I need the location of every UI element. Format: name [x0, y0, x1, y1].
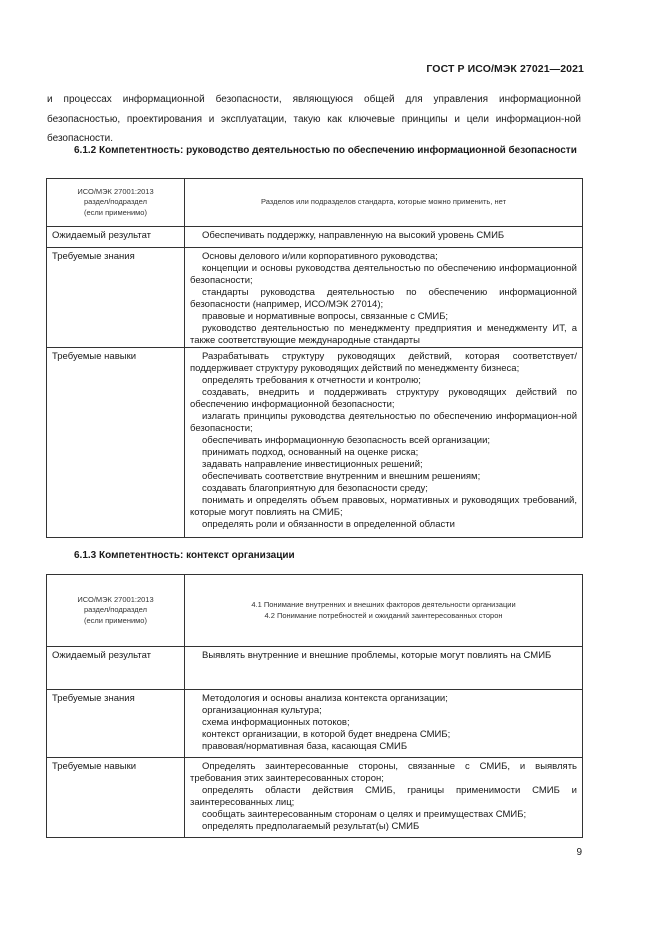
header-right-line: 4.1 Понимание внутренних и внешних факторов деятельности организации	[251, 600, 516, 609]
list-item: обеспечивать информационную безопасность всей организации;	[202, 435, 491, 446]
list-item: создавать благоприятную для безопасности среду;	[202, 483, 428, 494]
list-item: определять области действия СМИБ, границы применимости СМИБ и заинтересованных лиц;	[190, 785, 577, 808]
list-item: принимать подход, основанный на оценке риска;	[202, 447, 419, 458]
row-content	[185, 647, 583, 690]
header-left-line: раздел/подраздел	[84, 605, 147, 615]
list-item: схема информационных потоков;	[202, 717, 350, 728]
table-header-row	[47, 179, 583, 227]
header-right-cell	[185, 179, 583, 227]
row-label: Ожидаемый результат	[47, 647, 185, 690]
list-item: определять требования к отчетности и контролю;	[202, 375, 421, 386]
row-content	[185, 690, 583, 758]
row-content	[185, 227, 583, 248]
header-right-text: Разделов или подразделов стандарта, которые можно применить, нет	[260, 197, 507, 207]
list-item: определять предполагаемый результат(ы) СМИБ	[202, 821, 420, 832]
list-item: излагать принципы руководства деятельностью по обеспечению информацион-ной безопасности;	[190, 411, 577, 434]
table-row	[47, 758, 583, 838]
header-left-line: раздел/подраздел	[84, 197, 147, 207]
list-item: Основы делового и/или корпоративного руководства;	[202, 251, 438, 262]
page-number: 9	[576, 847, 582, 858]
list-item: определять роли и обязанности в определенной области	[202, 519, 455, 530]
table-row	[47, 690, 583, 758]
section-heading-text: 6.1.3 Компетентность: контекст организации	[74, 550, 295, 561]
list-item: создавать, внедрить и поддерживать структуру руководящих действий по обеспечению информационной безопасности;	[190, 387, 577, 410]
row-label: Требуемые навыки	[47, 758, 185, 838]
competence-table-context	[46, 574, 583, 838]
list-item: сообщать заинтересованным сторонам о целях и преимуществах СМИБ;	[202, 809, 527, 820]
list-item: обеспечивать соответствие внутренним и внешним решениям;	[202, 471, 481, 482]
list-item: организационная культура;	[202, 705, 322, 716]
section-heading-text: 6.1.2 Компетентность: руководство деятельностью по обеспечению информационной безопасности	[74, 145, 577, 156]
list-item: Выявлять внутренние и внешние проблемы, которые могут повлиять на СМИБ	[202, 650, 552, 661]
row-label: Требуемые знания	[47, 248, 185, 348]
list-item: понимать и определять объем правовых, нормативных и руководящих требований, которые могут повлиять на СМИБ;	[190, 495, 577, 518]
list-item: руководство деятельностью по менеджменту предприятия и менеджменту ИТ, а также соответствующие международные стандарты	[190, 323, 577, 346]
document-header: ГОСТ Р ИСО/МЭК 27021—2021	[426, 63, 584, 75]
list-item: Определять заинтересованные стороны, связанные с СМИБ, и выявлять требования этих заинтересованных сторон;	[190, 761, 577, 784]
section-heading-6-1-2	[47, 142, 582, 159]
header-left-cell	[47, 575, 185, 647]
competence-table-leadership	[46, 178, 583, 538]
row-label: Ожидаемый результат	[47, 227, 185, 248]
list-item: задавать направление инвестиционных решений;	[202, 459, 423, 470]
list-item: правовые и нормативные вопросы, связанные с СМИБ;	[202, 311, 449, 322]
header-left-line: (если применимо)	[84, 615, 147, 625]
header-left-line: ИСО/МЭК 27001:2013	[77, 594, 154, 604]
intro-paragraph: и процессах информационной безопасности, являющуюся общей для управления информационной безопасностью, проектирования и эксплуатации, такую как ключевые принципы и цели информацион-ной безопасности.	[47, 94, 581, 144]
table-row	[47, 248, 583, 348]
row-content	[185, 758, 583, 838]
list-item: Обеспечивать поддержку, направленную на высокий уровень СМИБ	[202, 230, 505, 241]
list-item: Разрабатывать структуру руководящих действий, которая соответствует/ поддерживает структуру руководящих действий по менеджменту бизнеса;	[190, 351, 577, 374]
list-item: правовая/нормативная база, касающая СМИБ	[202, 741, 408, 752]
table-row	[47, 647, 583, 690]
list-item: концепции и основы руководства деятельностью по обеспечению информационной безопасности;	[190, 263, 577, 286]
header-right-line: 4.2 Понимание потребностей и ожиданий заинтересованных сторон	[264, 610, 503, 620]
list-item: стандарты руководства деятельностью по обеспечению информационной безопасности (например, ИСО/МЭК 27014);	[190, 287, 577, 310]
row-label: Требуемые знания	[47, 690, 185, 758]
header-left-line: (если применимо)	[84, 207, 147, 217]
header-right-cell	[185, 575, 583, 647]
table-row	[47, 227, 583, 248]
section-heading-6-1-3	[47, 547, 582, 564]
header-left-line: ИСО/МЭК 27001:2013	[77, 186, 154, 196]
table-header-row	[47, 575, 583, 647]
row-content	[185, 248, 583, 348]
header-left-cell	[47, 179, 185, 227]
list-item: Методология и основы анализа контекста организации;	[202, 693, 448, 704]
list-item: контекст организации, в которой будет внедрена СМИБ;	[202, 729, 451, 740]
row-content	[185, 348, 583, 538]
row-label: Требуемые навыки	[47, 348, 185, 538]
table-row	[47, 348, 583, 538]
